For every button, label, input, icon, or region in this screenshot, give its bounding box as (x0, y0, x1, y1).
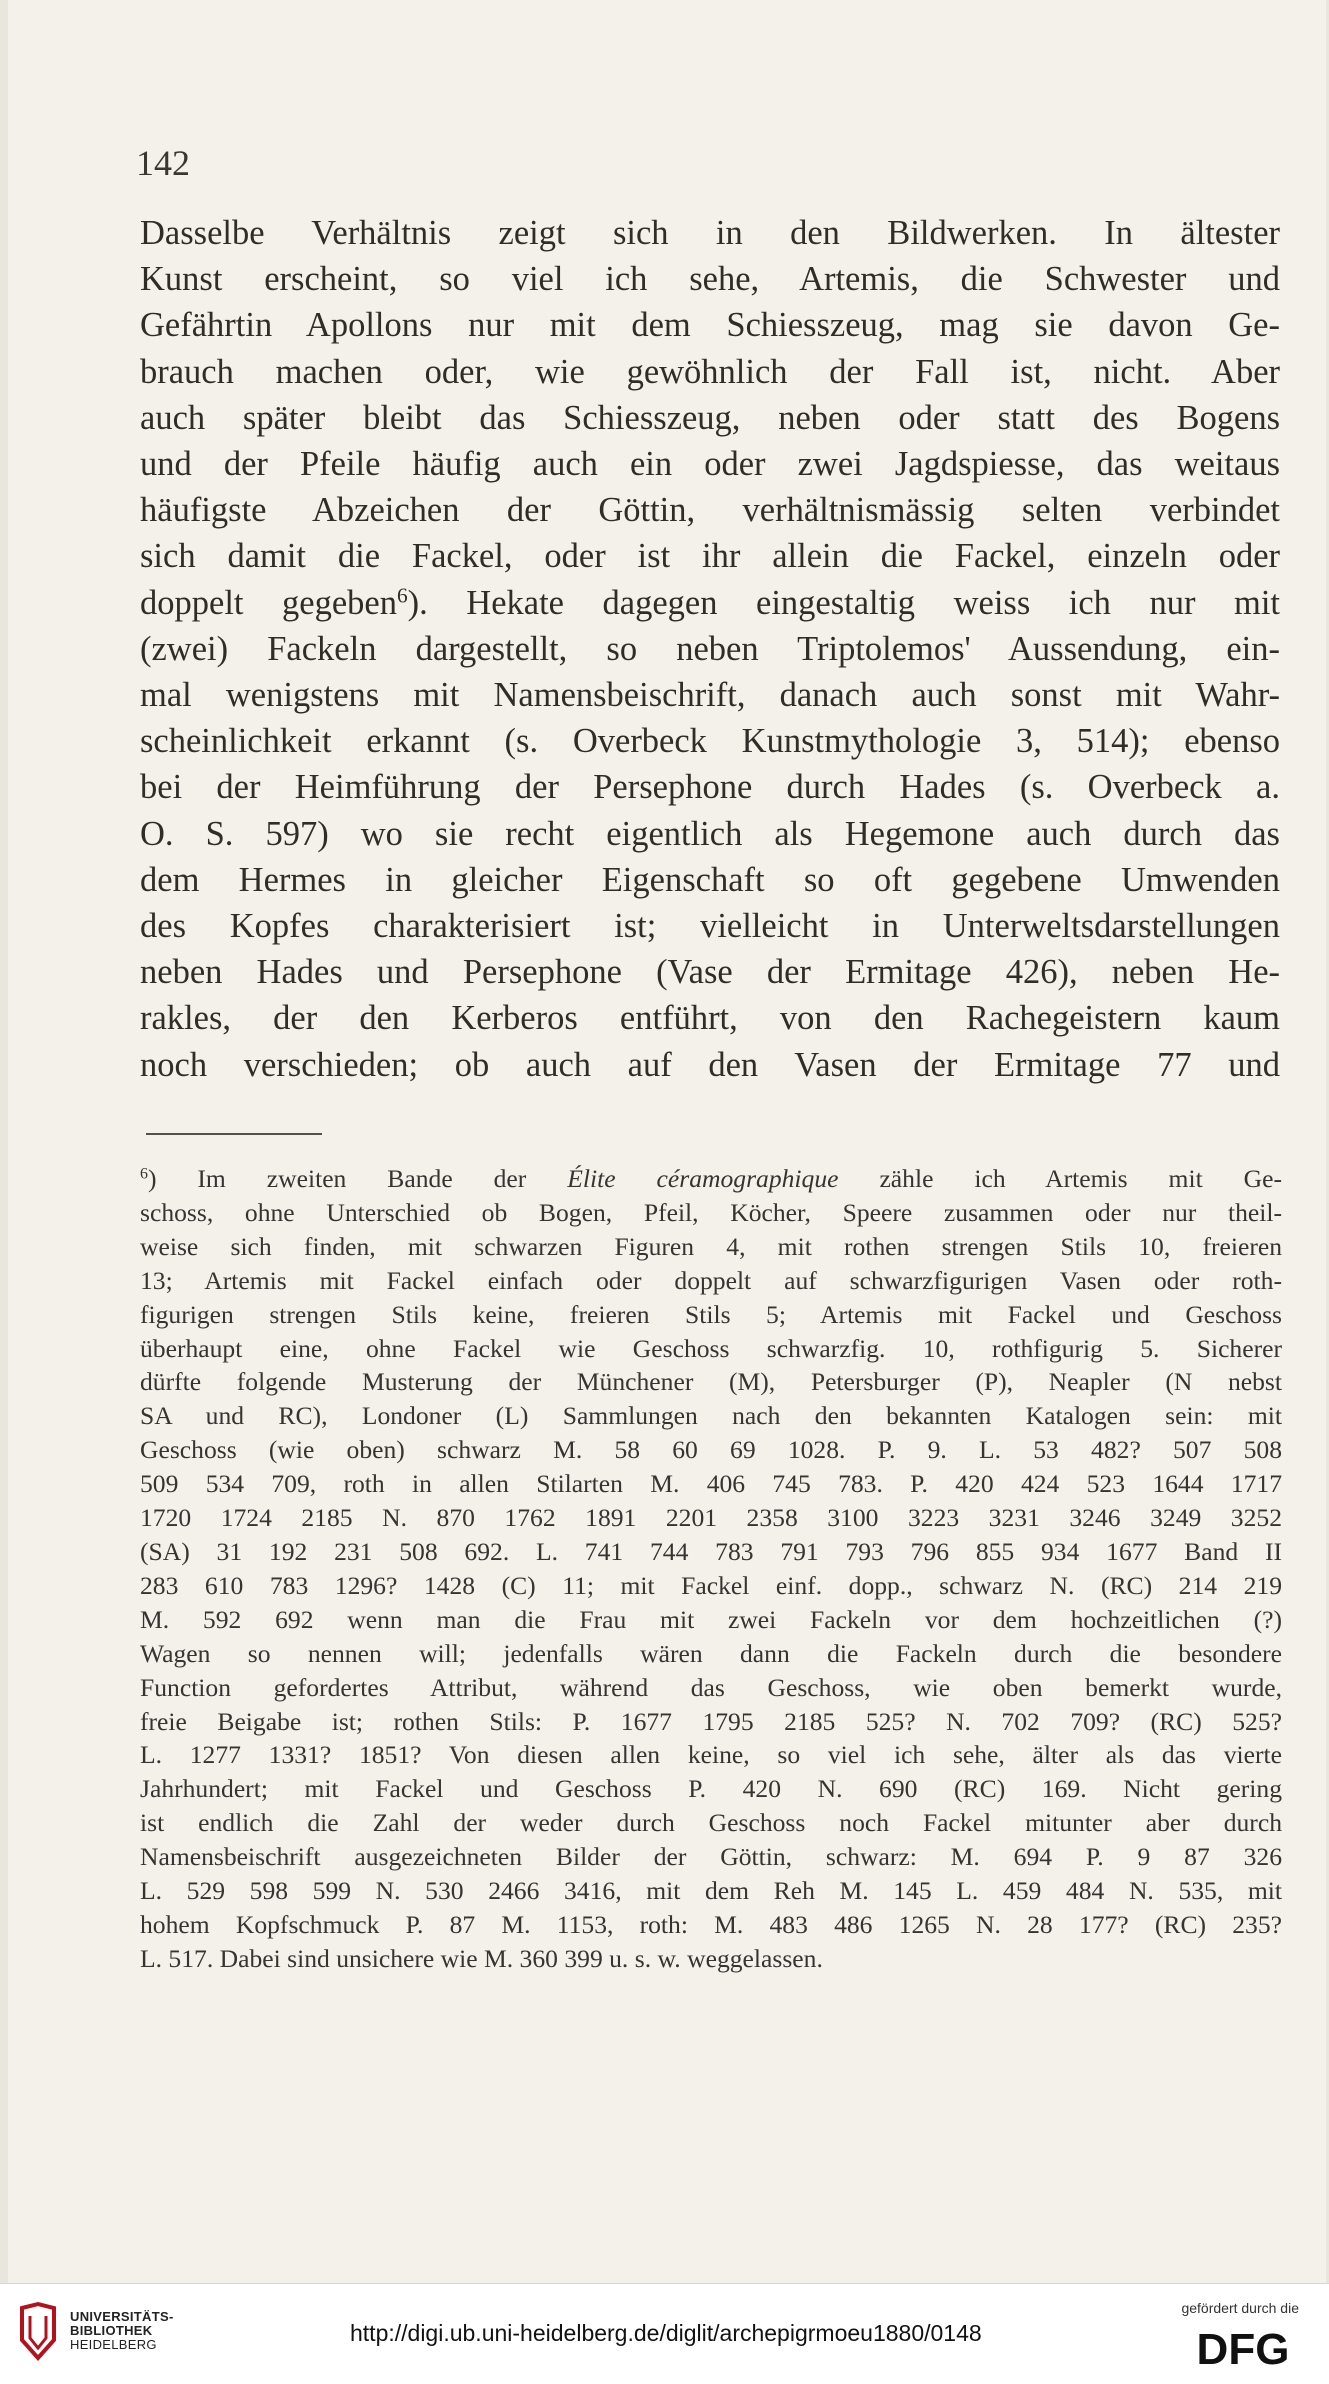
dfg-logo-icon (1179, 2324, 1307, 2370)
text-line: neben Hades und Persephone (Vase der Ermitage 426), neben He- (140, 953, 1280, 992)
text-line: Gefährtin Apollons nur mit dem Schiesszeug, mag sie davon Ge- (140, 306, 1280, 345)
text-line: auch später bleibt das Schiesszeug, neben oder statt des Bogens (140, 398, 1280, 437)
digital-library-link[interactable]: http://digi.ub.uni-heidelberg.de/diglit/archepigrmoeu1880/0148 (350, 2320, 982, 2346)
dfg-logo-text: DFG (1196, 2325, 1290, 2370)
text-line: bei der Heimführung der Persephone durch Hades (s. Overbeck a. (140, 768, 1280, 807)
footnote-line: freie Beigabe ist; rothen Stils: P. 1677 1795 2185 525? N. 702 709? (RC) 525? (140, 1706, 1282, 1736)
text-line: Dasselbe Verhältnis zeigt sich in den Bildwerken. In ältester (140, 214, 1280, 252)
footnote-reference: 6 (396, 582, 408, 607)
library-name (70, 2310, 174, 2352)
text-segment: doppelt gegeben (140, 583, 397, 622)
text-line: sich damit die Fackel, oder ist ihr allein die Fackel, einzeln oder (140, 537, 1280, 576)
text-segment: zähle ich Artemis mit Ge- (838, 1164, 1282, 1193)
footnote (140, 1162, 1282, 1976)
footnote-line: 509 534 709, roth in allen Stilarten M. 406 745 783. P. 420 424 523 1644 1717 (140, 1469, 1282, 1499)
footnote-line: Wagen so nennen will; jedenfalls wären dann die Fackeln durch die besondere (140, 1638, 1282, 1668)
cited-title: Élite céramographique (567, 1164, 839, 1193)
footnote-line: L. 1277 1331? 1851? Von diesen allen keine, so viel ich sehe, älter als das vierte (140, 1740, 1282, 1770)
footnote-line: Function gefordertes Attribut, während das Geschoss, wie oben bemerkt wurde, (140, 1672, 1282, 1702)
text-line: scheinlichkeit erkannt (s. Overbeck Kunstmythologie 3, 514); ebenso (140, 722, 1280, 761)
footnote-line (140, 1162, 1282, 1196)
text-line: dem Hermes in gleicher Eigenschaft so oft gegebene Umwenden (140, 860, 1280, 899)
footnote-marker: 6 (140, 1165, 148, 1183)
footnote-line: figurigen strengen Stils keine, freieren Stils 5; Artemis mit Fackel und Geschoss (140, 1299, 1282, 1329)
footnote-line: Namensbeischrift ausgezeichneten Bilder der Göttin, schwarz: M. 694 P. 9 87 326 (140, 1842, 1282, 1872)
logo-inner-shape (30, 2316, 46, 2348)
footnote-line: dürfte folgende Musterung der Münchener (M), Petersburger (P), Neapler (N nebst (140, 1367, 1282, 1397)
footnote-line: schoss, ohne Unterschied ob Bogen, Pfeil, Köcher, Speere zusammen oder nur theil- (140, 1197, 1282, 1227)
library-name-line: UNIVERSITÄTS- (70, 2309, 174, 2324)
university-library-logo-icon (16, 2300, 60, 2366)
footnote-line: Jahrhundert; mit Fackel und Geschoss P. 420 N. 690 (RC) 169. Nicht gering (140, 1774, 1282, 1804)
footnote-line: L. 529 598 599 N. 530 2466 3416, mit dem Reh M. 145 L. 459 484 N. 535, mit (140, 1876, 1282, 1906)
footnote-divider (146, 1133, 322, 1135)
text-line: des Kopfes charakterisiert ist; vielleicht in Unterweltsdarstellungen (140, 907, 1280, 946)
library-name-line: HEIDELBERG (70, 2337, 157, 2352)
footer-bar (0, 2283, 1329, 2384)
footnote-line: hohem Kopfschmuck P. 87 M. 1153, roth: M. 483 486 1265 N. 28 177? (RC) 235? (140, 1909, 1282, 1939)
footnote-line: SA und RC), Londoner (L) Sammlungen nach den bekannten Katalogen sein: mit (140, 1401, 1282, 1431)
footnote-line: Geschoss (wie oben) schwarz M. 58 60 69 1028. P. 9. L. 53 482? 507 508 (140, 1435, 1282, 1465)
footnote-line: (SA) 31 192 231 508 692. L. 741 744 783 791 793 796 855 934 1677 Band II (140, 1536, 1282, 1566)
library-name-line: BIBLIOTHEK (70, 2323, 153, 2338)
text-line-with-footnote-ref (140, 580, 1280, 626)
text-segment: ). Hekate dagegen eingestaltig weiss ich nur mit (407, 583, 1281, 622)
text-line: noch verschieden; ob auch auf den Vasen der Ermitage 77 und (140, 1045, 1280, 1084)
footnote-line: überhaupt eine, ohne Fackel wie Geschoss schwarzfig. 10, rothfigurig 5. Sicherer (140, 1333, 1282, 1363)
text-line: häufigste Abzeichen der Göttin, verhältnismässig selten verbindet (140, 491, 1280, 530)
document-page (8, 0, 1326, 2283)
text-line: (zwei) Fackeln dargestellt, so neben Triptolemos' Aussendung, ein- (140, 629, 1280, 668)
main-text (140, 210, 1280, 1088)
footnote-line: 283 610 783 1296? 1428 (C) 11; mit Fackel einf. dopp., schwarz N. (RC) 214 219 (140, 1570, 1282, 1600)
text-line: Kunst erscheint, so viel ich sehe, Artemis, die Schwester und (140, 260, 1280, 299)
text-line: rakles, der den Kerberos entführt, von den Rachegeistern kaum (140, 999, 1280, 1038)
text-line: brauch machen oder, wie gewöhnlich der Fall ist, nicht. Aber (140, 352, 1280, 391)
footnote-line: ist endlich die Zahl der weder durch Geschoss noch Fackel mitunter aber durch (140, 1808, 1282, 1838)
footnote-line: L. 517. Dabei sind unsichere wie M. 360 399 u. s. w. weggelassen. (140, 1943, 823, 1973)
text-line: und der Pfeile häufig auch ein oder zwei Jagdspiesse, das weitaus (140, 445, 1280, 484)
page-number: 142 (136, 143, 190, 183)
text-line: O. S. 597) wo sie recht eigentlich als Hegemone auch durch das (140, 814, 1280, 853)
footnote-line: weise sich finden, mit schwarzen Figuren 4, mit rothen strengen Stils 10, freieren (140, 1231, 1282, 1261)
footnote-line: 13; Artemis mit Fackel einfach oder doppelt auf schwarzfigurigen Vasen oder roth- (140, 1265, 1282, 1295)
funded-by-label: gefördert durch die (1181, 2300, 1299, 2316)
text-segment: ) Im zweiten Bande der (147, 1164, 568, 1193)
footnote-line: 1720 1724 2185 N. 870 1762 1891 2201 2358 3100 3223 3231 3246 3249 3252 (140, 1503, 1282, 1533)
text-line: mal wenigstens mit Namensbeischrift, danach auch sonst mit Wahr- (140, 676, 1280, 715)
footnote-line: M. 592 692 wenn man die Frau mit zwei Fackeln vor dem hochzeitlichen (?) (140, 1604, 1282, 1634)
